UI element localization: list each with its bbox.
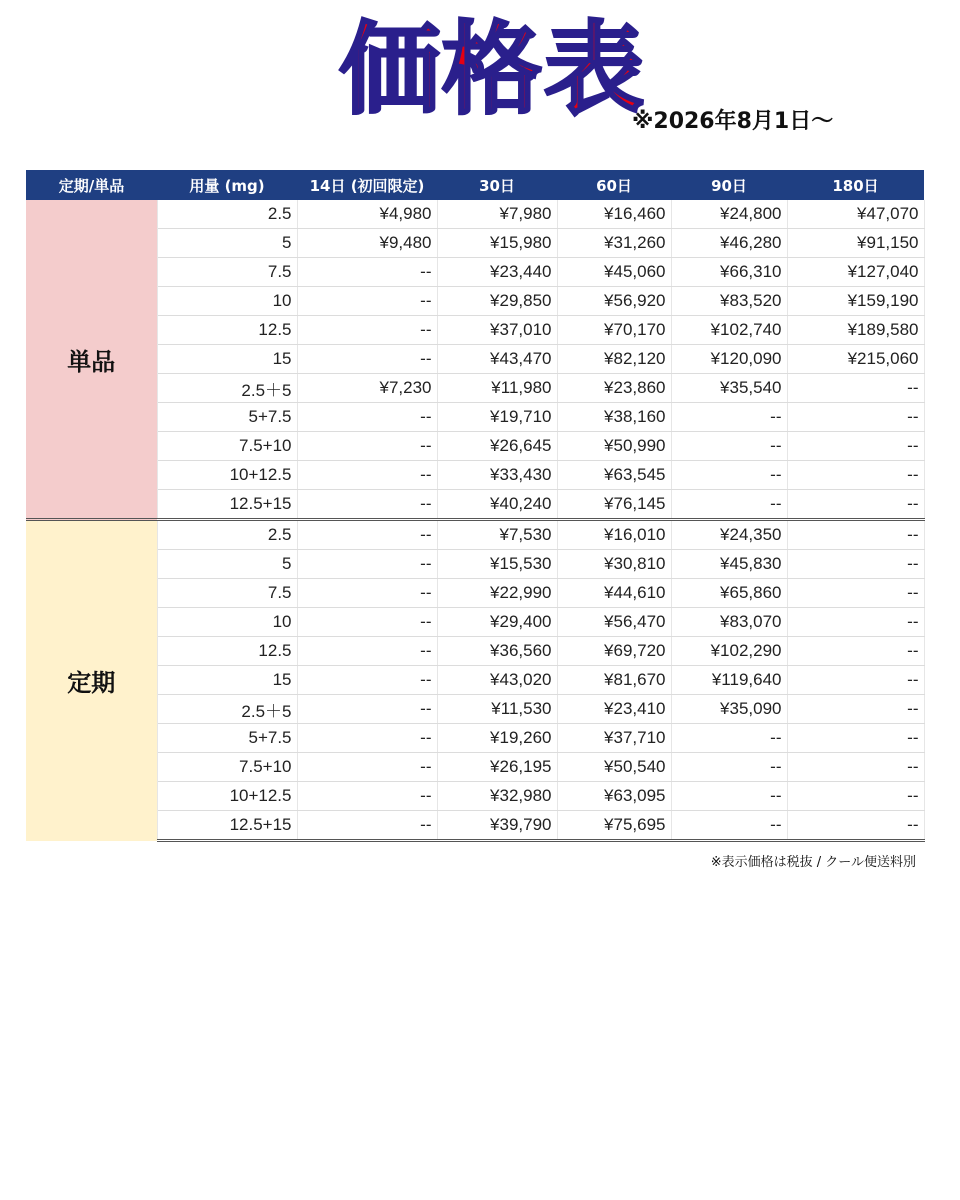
price-cell: -- — [297, 608, 437, 637]
price-cell: -- — [297, 753, 437, 782]
column-header: 定期/単品 — [26, 170, 157, 200]
price-cell: ¥23,860 — [557, 374, 671, 403]
price-cell: -- — [297, 550, 437, 579]
price-cell: -- — [297, 432, 437, 461]
dosage-cell: 10+12.5 — [157, 461, 297, 490]
price-cell: ¥102,740 — [671, 316, 787, 345]
table-row — [26, 608, 924, 637]
price-cell: ¥120,090 — [671, 345, 787, 374]
table-row — [26, 753, 924, 782]
price-cell: ¥82,120 — [557, 345, 671, 374]
price-cell: -- — [787, 579, 924, 608]
price-cell: ¥24,800 — [671, 200, 787, 229]
table-row — [26, 724, 924, 753]
price-cell: ¥43,470 — [437, 345, 557, 374]
price-cell: -- — [787, 374, 924, 403]
price-cell: -- — [297, 520, 437, 550]
price-cell: ¥15,530 — [437, 550, 557, 579]
price-cell: -- — [297, 666, 437, 695]
price-cell: ¥9,480 — [297, 229, 437, 258]
price-cell: ¥37,710 — [557, 724, 671, 753]
price-cell: ¥50,990 — [557, 432, 671, 461]
dosage-cell: 2.5＋5 — [157, 374, 297, 403]
price-cell: ¥19,260 — [437, 724, 557, 753]
table-row — [26, 461, 924, 490]
price-cell: ¥47,070 — [787, 200, 924, 229]
table-header-row — [26, 170, 924, 200]
dosage-cell: 7.5+10 — [157, 753, 297, 782]
price-cell: -- — [671, 753, 787, 782]
price-cell: -- — [671, 490, 787, 520]
price-cell: ¥40,240 — [437, 490, 557, 520]
price-cell: -- — [787, 520, 924, 550]
dosage-cell: 7.5 — [157, 579, 297, 608]
price-cell: ¥16,460 — [557, 200, 671, 229]
price-cell: ¥29,400 — [437, 608, 557, 637]
table-row — [26, 432, 924, 461]
price-cell: -- — [787, 550, 924, 579]
price-cell: ¥7,230 — [297, 374, 437, 403]
price-cell: -- — [297, 287, 437, 316]
price-cell: ¥119,640 — [671, 666, 787, 695]
price-cell: -- — [297, 258, 437, 287]
price-cell: -- — [297, 782, 437, 811]
price-cell: ¥7,980 — [437, 200, 557, 229]
price-cell: -- — [787, 811, 924, 841]
price-cell: -- — [787, 695, 924, 724]
dosage-cell: 15 — [157, 666, 297, 695]
price-cell: ¥43,020 — [437, 666, 557, 695]
price-cell: -- — [787, 753, 924, 782]
price-cell: -- — [787, 403, 924, 432]
dosage-cell: 7.5 — [157, 258, 297, 287]
dosage-cell: 2.5 — [157, 200, 297, 229]
price-cell: ¥65,860 — [671, 579, 787, 608]
price-cell: -- — [787, 637, 924, 666]
dosage-cell: 2.5 — [157, 520, 297, 550]
price-cell: ¥4,980 — [297, 200, 437, 229]
price-cell: ¥33,430 — [437, 461, 557, 490]
price-cell: -- — [787, 666, 924, 695]
price-cell: ¥36,560 — [437, 637, 557, 666]
dosage-cell: 5 — [157, 550, 297, 579]
dosage-cell: 7.5+10 — [157, 432, 297, 461]
price-cell: ¥83,070 — [671, 608, 787, 637]
price-cell: ¥81,670 — [557, 666, 671, 695]
footnote: ※表示価格は税抜 / クール便送料別 — [710, 855, 916, 870]
price-cell: ¥37,010 — [437, 316, 557, 345]
price-cell: ¥63,095 — [557, 782, 671, 811]
table-row — [26, 666, 924, 695]
table-row — [26, 345, 924, 374]
table-row — [26, 782, 924, 811]
table-row — [26, 695, 924, 724]
price-cell: ¥66,310 — [671, 258, 787, 287]
price-cell: ¥70,170 — [557, 316, 671, 345]
table-row — [26, 550, 924, 579]
price-cell: -- — [787, 432, 924, 461]
price-cell: -- — [671, 461, 787, 490]
price-cell: ¥23,440 — [437, 258, 557, 287]
price-cell: ¥38,160 — [557, 403, 671, 432]
price-cell: -- — [297, 695, 437, 724]
price-cell: -- — [297, 345, 437, 374]
dosage-cell: 15 — [157, 345, 297, 374]
table-row — [26, 200, 924, 229]
category-label: 定期 — [26, 520, 157, 841]
dosage-cell: 2.5＋5 — [157, 695, 297, 724]
price-cell: ¥32,980 — [437, 782, 557, 811]
price-cell: ¥215,060 — [787, 345, 924, 374]
price-cell: ¥50,540 — [557, 753, 671, 782]
price-cell: ¥127,040 — [787, 258, 924, 287]
price-cell: -- — [297, 461, 437, 490]
price-cell: ¥26,195 — [437, 753, 557, 782]
table-row — [26, 579, 924, 608]
price-cell: ¥39,790 — [437, 811, 557, 841]
price-cell: -- — [297, 811, 437, 841]
price-cell: ¥23,410 — [557, 695, 671, 724]
table-row — [26, 229, 924, 258]
column-header: 30日 — [437, 170, 557, 200]
table-row — [26, 316, 924, 345]
dosage-cell: 12.5 — [157, 637, 297, 666]
price-cell: ¥16,010 — [557, 520, 671, 550]
price-cell: ¥26,645 — [437, 432, 557, 461]
price-cell: ¥189,580 — [787, 316, 924, 345]
price-cell: ¥159,190 — [787, 287, 924, 316]
table-row — [26, 520, 924, 550]
price-cell: ¥30,810 — [557, 550, 671, 579]
dosage-cell: 10+12.5 — [157, 782, 297, 811]
table-row — [26, 287, 924, 316]
price-cell: ¥63,545 — [557, 461, 671, 490]
price-cell: -- — [787, 608, 924, 637]
price-table — [26, 170, 925, 842]
price-cell: ¥45,830 — [671, 550, 787, 579]
price-cell: ¥44,610 — [557, 579, 671, 608]
table-row — [26, 490, 924, 520]
dosage-cell: 10 — [157, 608, 297, 637]
price-cell: ¥83,520 — [671, 287, 787, 316]
price-cell: ¥15,980 — [437, 229, 557, 258]
price-cell: -- — [671, 811, 787, 841]
price-cell: ¥24,350 — [671, 520, 787, 550]
page-title: 価格表 — [340, 11, 646, 128]
price-cell: ¥91,150 — [787, 229, 924, 258]
effective-date: ※2026年8月1日～ — [632, 109, 834, 134]
price-cell: ¥56,470 — [557, 608, 671, 637]
price-cell: ¥22,990 — [437, 579, 557, 608]
price-cell: ¥45,060 — [557, 258, 671, 287]
price-cell: ¥102,290 — [671, 637, 787, 666]
column-header: 60日 — [557, 170, 671, 200]
dosage-cell: 10 — [157, 287, 297, 316]
column-header: 14日 (初回限定) — [297, 170, 437, 200]
subscription-group — [26, 520, 924, 841]
price-cell: -- — [671, 724, 787, 753]
price-cell: ¥75,695 — [557, 811, 671, 841]
price-cell: ¥31,260 — [557, 229, 671, 258]
dosage-cell: 5+7.5 — [157, 724, 297, 753]
price-cell: -- — [297, 579, 437, 608]
price-cell: -- — [787, 724, 924, 753]
dosage-cell: 5+7.5 — [157, 403, 297, 432]
single-purchase-group — [26, 200, 924, 520]
category-label: 単品 — [26, 200, 157, 520]
dosage-cell: 12.5 — [157, 316, 297, 345]
price-cell: -- — [671, 403, 787, 432]
price-cell: ¥35,540 — [671, 374, 787, 403]
dosage-cell: 12.5+15 — [157, 811, 297, 841]
price-cell: ¥11,530 — [437, 695, 557, 724]
dosage-cell: 5 — [157, 229, 297, 258]
column-header: 90日 — [671, 170, 787, 200]
column-header: 用量 (mg) — [157, 170, 297, 200]
price-cell: -- — [297, 316, 437, 345]
price-cell: ¥69,720 — [557, 637, 671, 666]
price-cell: -- — [297, 490, 437, 520]
price-cell: ¥76,145 — [557, 490, 671, 520]
price-cell: ¥11,980 — [437, 374, 557, 403]
column-header: 180日 — [787, 170, 924, 200]
price-cell: -- — [787, 782, 924, 811]
price-cell: ¥19,710 — [437, 403, 557, 432]
table-row — [26, 403, 924, 432]
price-cell: -- — [671, 432, 787, 461]
price-cell: ¥46,280 — [671, 229, 787, 258]
table-row — [26, 811, 924, 841]
price-cell: -- — [787, 461, 924, 490]
price-cell: ¥35,090 — [671, 695, 787, 724]
price-cell: -- — [297, 637, 437, 666]
price-cell: ¥29,850 — [437, 287, 557, 316]
price-cell: ¥7,530 — [437, 520, 557, 550]
table-row — [26, 374, 924, 403]
table-row — [26, 258, 924, 287]
price-cell: ¥56,920 — [557, 287, 671, 316]
dosage-cell: 12.5+15 — [157, 490, 297, 520]
price-cell: -- — [297, 403, 437, 432]
price-cell: -- — [787, 490, 924, 520]
price-cell: -- — [297, 724, 437, 753]
table-row — [26, 637, 924, 666]
price-cell: -- — [671, 782, 787, 811]
